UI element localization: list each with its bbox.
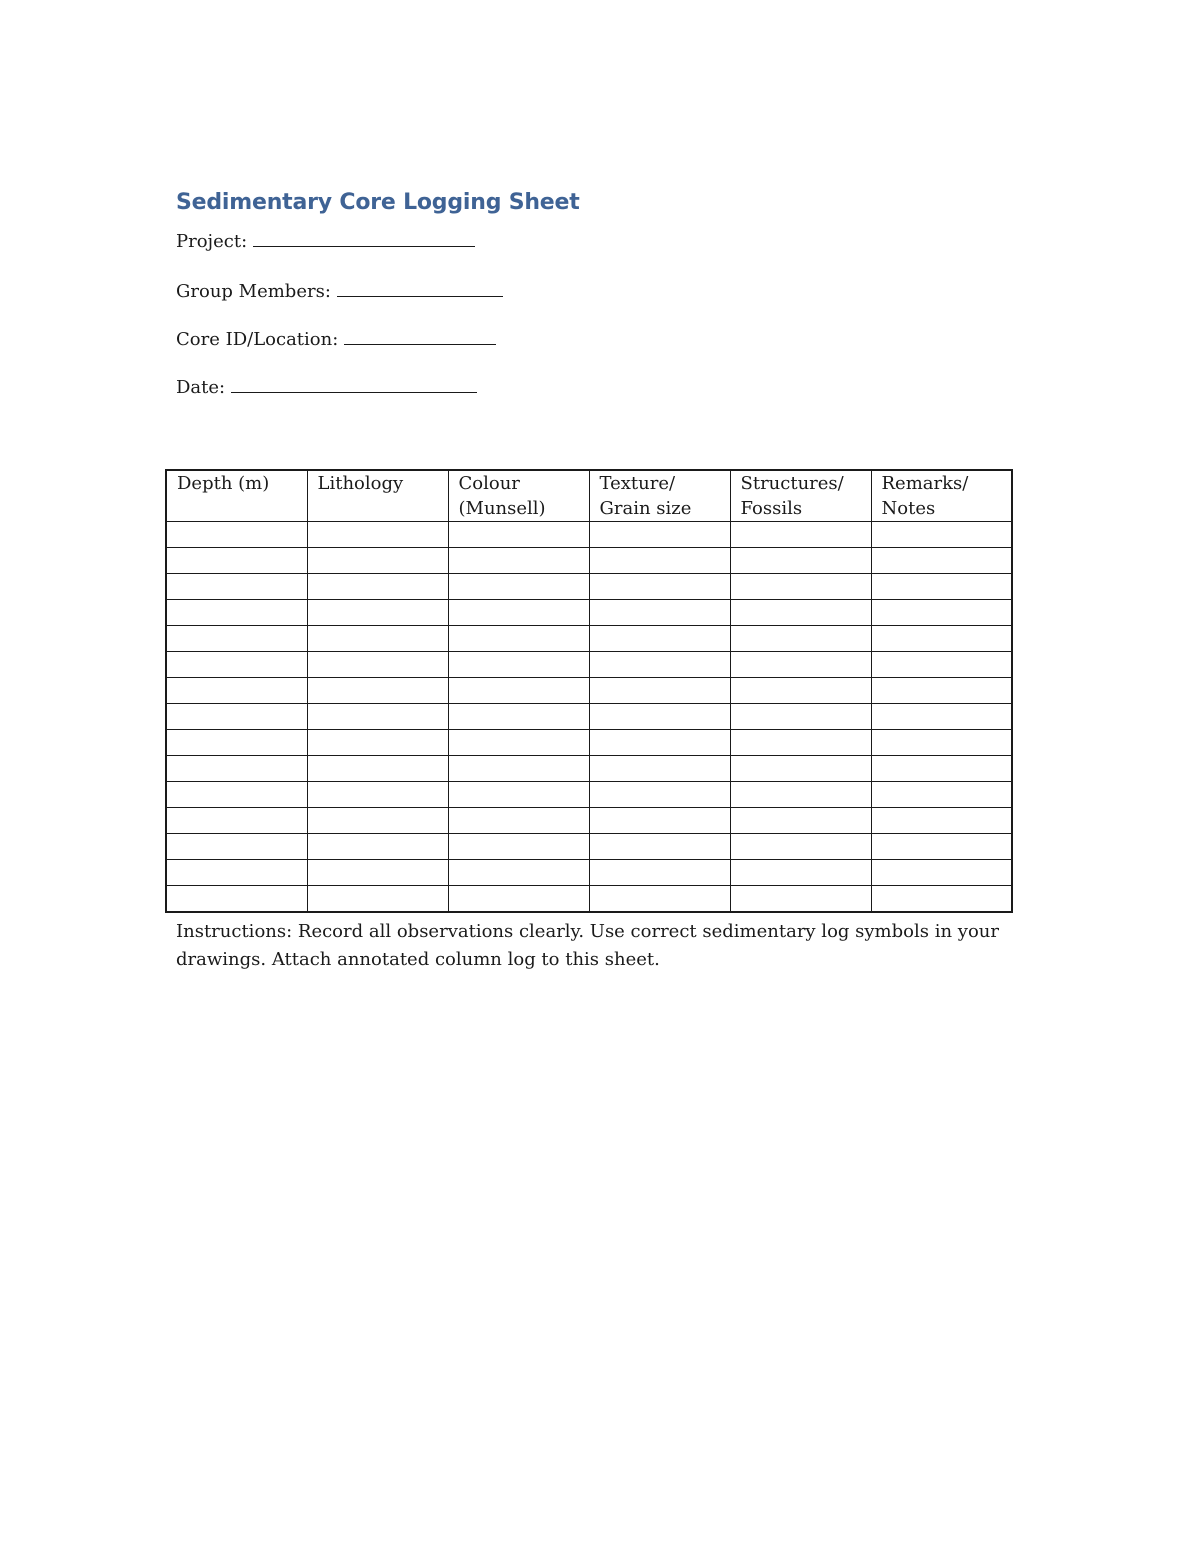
header-lithology: Lithology [307, 470, 448, 522]
table-cell[interactable] [871, 678, 1012, 704]
table-row [166, 574, 1012, 600]
table-cell[interactable] [589, 860, 730, 886]
table-cell[interactable] [589, 730, 730, 756]
table-cell[interactable] [448, 860, 589, 886]
date-label: Date: [176, 377, 226, 398]
table-cell[interactable] [589, 522, 730, 548]
table-cell[interactable] [589, 782, 730, 808]
table-cell[interactable] [871, 886, 1012, 913]
instructions-text: Instructions: Record all observations clearly. Use correct sedimentary log symbols in your drawings. Attach annotated column log to this sheet. [176, 921, 999, 970]
table-cell[interactable] [166, 574, 307, 600]
table-cell[interactable] [307, 886, 448, 913]
table-cell[interactable] [448, 808, 589, 834]
date-field[interactable] [176, 374, 477, 398]
table-cell[interactable] [871, 600, 1012, 626]
table-cell[interactable] [589, 652, 730, 678]
table-cell[interactable] [448, 574, 589, 600]
table-cell[interactable] [730, 678, 871, 704]
table-cell[interactable] [730, 626, 871, 652]
group-members-label: Group Members: [176, 281, 331, 302]
table-cell[interactable] [589, 574, 730, 600]
table-row [166, 808, 1012, 834]
table-cell[interactable] [448, 834, 589, 860]
table-cell[interactable] [166, 626, 307, 652]
group-members-blank-line[interactable] [337, 278, 503, 297]
project-blank-line[interactable] [253, 228, 475, 247]
table-row [166, 730, 1012, 756]
table-cell[interactable] [166, 548, 307, 574]
header-texture: Texture/ Grain size [589, 470, 730, 522]
table-cell[interactable] [307, 808, 448, 834]
group-members-field[interactable] [176, 278, 503, 302]
table-header-row [166, 470, 1012, 522]
table-row [166, 652, 1012, 678]
table-row [166, 834, 1012, 860]
table-row [166, 626, 1012, 652]
table-cell[interactable] [871, 808, 1012, 834]
table-cell[interactable] [448, 886, 589, 913]
table-row [166, 860, 1012, 886]
table-cell[interactable] [871, 834, 1012, 860]
table-cell[interactable] [730, 548, 871, 574]
table-cell[interactable] [307, 860, 448, 886]
core-id-location-field[interactable] [176, 326, 496, 350]
table-cell[interactable] [307, 548, 448, 574]
table-cell[interactable] [730, 860, 871, 886]
table-cell[interactable] [871, 860, 1012, 886]
table-cell[interactable] [166, 704, 307, 730]
table-cell[interactable] [307, 834, 448, 860]
table-cell[interactable] [166, 678, 307, 704]
table-cell[interactable] [166, 782, 307, 808]
table-cell[interactable] [166, 756, 307, 782]
table-cell[interactable] [448, 678, 589, 704]
header-depth: Depth (m) [166, 470, 307, 522]
table-cell[interactable] [307, 574, 448, 600]
table-cell[interactable] [871, 704, 1012, 730]
header-structures: Structures/ Fossils [730, 470, 871, 522]
table-cell[interactable] [166, 730, 307, 756]
table-cell[interactable] [448, 730, 589, 756]
table-row [166, 756, 1012, 782]
table-cell[interactable] [730, 574, 871, 600]
table-cell[interactable] [730, 704, 871, 730]
table-cell[interactable] [448, 600, 589, 626]
table-cell[interactable] [307, 652, 448, 678]
table-cell[interactable] [307, 678, 448, 704]
table-cell[interactable] [730, 808, 871, 834]
table-cell[interactable] [730, 522, 871, 548]
core-id-location-label: Core ID/Location: [176, 329, 339, 350]
project-field[interactable] [176, 228, 475, 252]
table-cell[interactable] [307, 756, 448, 782]
table-cell[interactable] [166, 808, 307, 834]
table-cell[interactable] [166, 600, 307, 626]
table-cell[interactable] [448, 756, 589, 782]
table-cell[interactable] [871, 756, 1012, 782]
table-cell[interactable] [448, 548, 589, 574]
core-id-location-blank-line[interactable] [344, 326, 496, 345]
table-cell[interactable] [730, 834, 871, 860]
header-colour: Colour (Munsell) [448, 470, 589, 522]
table-row [166, 678, 1012, 704]
table-cell[interactable] [871, 626, 1012, 652]
table-row [166, 704, 1012, 730]
table-cell[interactable] [448, 522, 589, 548]
table-cell[interactable] [589, 756, 730, 782]
header-remarks: Remarks/ Notes [871, 470, 1012, 522]
date-blank-line[interactable] [231, 374, 477, 393]
table-cell[interactable] [166, 860, 307, 886]
table-row [166, 522, 1012, 548]
table-cell[interactable] [871, 548, 1012, 574]
table-cell[interactable] [871, 652, 1012, 678]
table-cell[interactable] [589, 678, 730, 704]
table-cell[interactable] [307, 730, 448, 756]
table-cell[interactable] [730, 730, 871, 756]
table-cell[interactable] [448, 652, 589, 678]
core-log-table [165, 469, 1013, 913]
table-cell[interactable] [589, 548, 730, 574]
table-body [166, 522, 1012, 913]
table-cell[interactable] [589, 808, 730, 834]
table-cell[interactable] [589, 626, 730, 652]
table-cell[interactable] [448, 782, 589, 808]
table-cell[interactable] [166, 522, 307, 548]
table-row [166, 548, 1012, 574]
table-cell[interactable] [166, 886, 307, 913]
table-row [166, 600, 1012, 626]
page-title: Sedimentary Core Logging Sheet [176, 190, 580, 215]
table-cell[interactable] [730, 600, 871, 626]
table-cell[interactable] [730, 652, 871, 678]
table-cell[interactable] [307, 522, 448, 548]
table-cell[interactable] [448, 626, 589, 652]
table-row [166, 782, 1012, 808]
table-cell[interactable] [589, 886, 730, 913]
table-cell[interactable] [730, 886, 871, 913]
table-cell[interactable] [871, 730, 1012, 756]
table-cell[interactable] [307, 626, 448, 652]
table-row [166, 886, 1012, 913]
table-cell[interactable] [166, 652, 307, 678]
project-label: Project: [176, 231, 248, 252]
table-cell[interactable] [448, 704, 589, 730]
table-cell[interactable] [589, 600, 730, 626]
table-cell[interactable] [871, 522, 1012, 548]
table-cell[interactable] [589, 704, 730, 730]
table-cell[interactable] [166, 834, 307, 860]
table-cell[interactable] [307, 782, 448, 808]
table-cell[interactable] [730, 782, 871, 808]
table-cell[interactable] [307, 600, 448, 626]
table-cell[interactable] [589, 834, 730, 860]
table-cell[interactable] [307, 704, 448, 730]
table-cell[interactable] [871, 782, 1012, 808]
table-cell[interactable] [730, 756, 871, 782]
table-cell[interactable] [871, 574, 1012, 600]
